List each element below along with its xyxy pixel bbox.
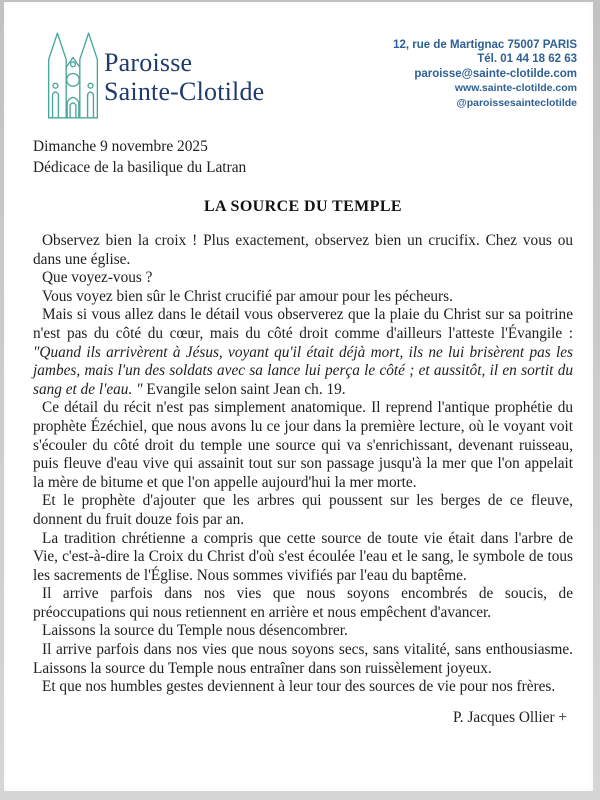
body-paragraph: Il arrive parfois dans nos vies que nous soyons secs, sans vitalité, sans enthousiasme. Laissons la source du Temple nous entraîner dans son ruissèlement joyeux.: [33, 641, 573, 677]
body-paragraph: Ce détail du récit n'est pas simplement anatomique. Il reprend l'antique prophétie du prophète Ézéchiel, que nous avons lu ce jour dans la première lecture, où le voyant voit s'écouler du côté droit du temple une source qui va s'enrichissant, devenant ruisseau, puis fleuve d'eau vive qui assainit tout sur son passage jusqu'à la mer que l'on appelait la mère de bitume et que l'on appelle aujourd'hui la mer morte.: [33, 399, 573, 491]
homily-body: [33, 232, 573, 697]
parish-name: [104, 48, 264, 106]
signature: P. Jacques Ollier +: [453, 708, 567, 726]
body-paragraph: Vous voyez bien sûr le Christ crucifié par amour pour les pécheurs.: [42, 287, 453, 305]
parish-name-line2: Sainte-Clotilde: [104, 77, 265, 106]
contact-email: paroisse@sainte-clotilde.com: [414, 67, 577, 80]
date-block: [33, 136, 573, 178]
letter-page: [4, 2, 593, 791]
date-line: Dimanche 9 novembre 2025: [33, 138, 208, 155]
body-paragraph: Observez bien la croix ! Plus exactement, observez bien un crucifix. Chez vous ou dans une église.: [33, 232, 573, 268]
church-logo-strokes: [49, 33, 98, 118]
quote-prefix: Mais si vous allez dans le détail vous observerez que la plaie du Christ sur sa poitrine n'est pas du côté du cœur, mais du côté droit comme d'ailleurs l'atteste l'Évangile :: [33, 306, 573, 342]
contact-address: 12, rue de Martignac 75007 PARIS: [393, 39, 577, 51]
quote-attribution: Evangile selon saint Jean ch. 19.: [142, 380, 346, 398]
parish-name-line1: Paroisse: [104, 48, 193, 77]
letter-main: [33, 136, 573, 727]
gospel-quote: "Quand ils arrivèrent à Jésus, voyant qu'il était déjà mort, ils ne lui brisèrent pas les jambes, mais l'un des soldats avec sa lance lui perça le côté ; et aussitôt, il en sortit du sang et de l'eau. ": [33, 343, 573, 398]
body-paragraph: La tradition chrétienne a compris que cette source de toute vie était dans l'arbre de Vie, c'est-à-dire la Croix du Christ d'où s'est écoulée l'eau et le sang, le symbole de tous les sacrements de l'Église. Nous sommes vivifiés par l'eau du baptême.: [33, 529, 573, 584]
body-paragraph: Et le prophète d'ajouter que les arbres qui poussent sur les berges de ce fleuve, donnent du fruit douze fois par an.: [33, 492, 573, 528]
contact-website: www.sainte-clotilde.com: [454, 82, 577, 95]
body-paragraph: Il arrive parfois dans nos vies que nous soyons encombrés de soucis, de préoccupations qui nous retiennent en arrière et nous empêchent d'avancer.: [33, 585, 573, 621]
body-paragraph: Que voyez-vous ?: [42, 269, 153, 287]
body-paragraph: Et que nos humbles gestes deviennent à leur tour des sources de vie pour nos frères.: [42, 678, 556, 696]
body-paragraph: Laissons la source du Temple nous désencombrer.: [42, 622, 348, 640]
contact-block: [393, 38, 577, 110]
contact-social: @paroissesainteclotilde: [456, 96, 577, 109]
homily-title: LA SOURCE DU TEMPLE: [203, 198, 402, 215]
feast-line: Dédicace de la basilique du Latran: [33, 159, 247, 176]
body-paragraph-with-quote: [33, 306, 573, 399]
contact-phone: Tél. 01 44 18 62 63: [477, 53, 577, 66]
church-logo-icon: [36, 28, 110, 122]
